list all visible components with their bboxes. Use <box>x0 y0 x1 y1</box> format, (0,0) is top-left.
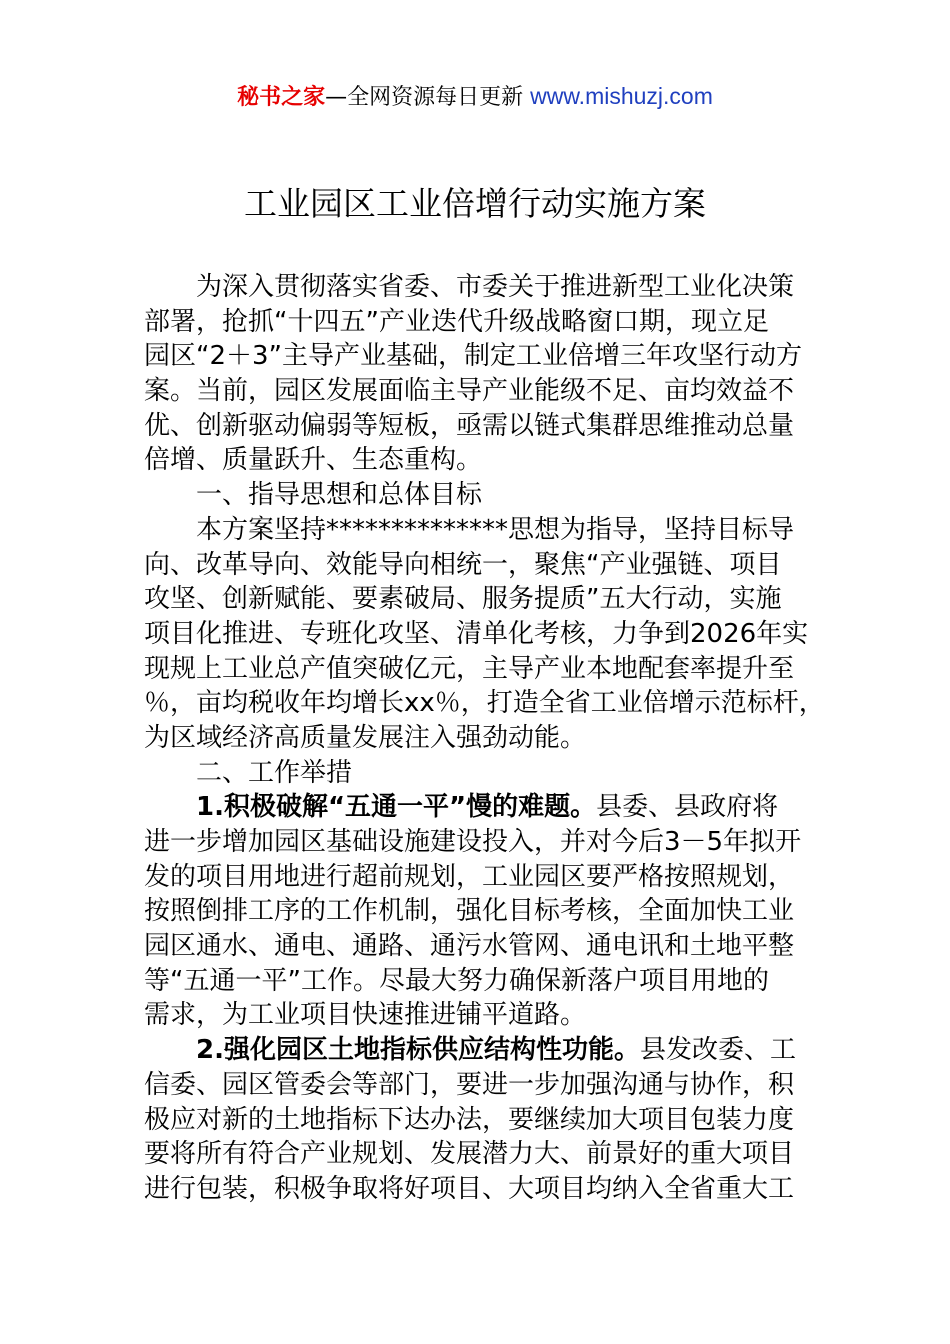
text-line: 等“五通一平”工作。尽最大努力确保新落户项目用地的 <box>144 965 769 996</box>
item-body-text: 县发改委、工 <box>639 1035 796 1066</box>
section-heading: 一、指导思想和总体目标 <box>144 480 483 511</box>
document-title: 工业园区工业倍增行动实施方案 <box>244 184 706 223</box>
text-line: 园区通水、通电、通路、通污水管网、通电讯和土地平整 <box>144 931 795 962</box>
section-heading: 二、工作举措 <box>144 757 353 788</box>
item-body-text: 县委、县政府将 <box>596 792 779 823</box>
text-line: 园区“2＋3”主导产业基础，制定工业倍增三年攻坚行动方 <box>144 341 803 372</box>
item-lead-clause: 2.强化园区土地指标供应结构性功能。 <box>144 1035 640 1066</box>
text-line: 部署，抢抓“十四五”产业迭代升级战略窗口期，现立足 <box>144 306 769 337</box>
text-line: 极应对新的土地指标下达办法，要继续加大项目包装力度 <box>144 1104 795 1135</box>
text-line: 攻坚、创新赋能、要素破局、服务提质”五大行动，实施 <box>144 584 782 615</box>
text-line: 信委、园区管委会等部门，要进一步加强沟通与协作，积 <box>144 1069 795 1100</box>
document-body <box>144 270 825 1207</box>
text-line: 为深入贯彻落实省委、市委关于推进新型工业化决策 <box>144 272 795 302</box>
site-url[interactable]: www.mishuzj.com <box>530 83 713 109</box>
brand-name: 秘书之家 <box>237 85 326 110</box>
site-header <box>0 80 950 114</box>
text-line: 优、创新驱动偏弱等短板，亟需以链式集群思维推动总量 <box>144 410 795 441</box>
text-line: 项目化推进、专班化攻坚、清单化考核，力争到2026年实 <box>144 618 809 649</box>
text-line: 进行包装，积极争取将好项目、大项目均纳入全省重大工 <box>144 1173 795 1204</box>
text-line: 按照倒排工序的工作机制，强化目标考核，全面加快工业 <box>144 896 795 927</box>
text-line: 为区域经济高质量发展注入强劲动能。 <box>144 722 587 753</box>
text-line: 倍增、质量跃升、生态重构。 <box>144 445 483 476</box>
text-line: 案。当前，园区发展面临主导产业能级不足、亩均效益不 <box>144 376 795 407</box>
item-lead-clause: 1.积极破解“五通一平”慢的难题。 <box>144 792 597 823</box>
bold-item-line <box>144 790 812 825</box>
text-line: ％，亩均税收年均增长xx％，打造全省工业倍增示范标杆， <box>144 688 825 719</box>
text-line: 现规上工业总产值突破亿元，主导产业本地配套率提升至 <box>144 653 795 684</box>
header-tagline: —全网资源每日更新 <box>325 85 531 110</box>
text-line: 向、改革导向、效能导向相统一，聚焦“产业强链、项目 <box>144 549 782 580</box>
text-line: 发的项目用地进行超前规划，工业园区要严格按照规划， <box>144 861 795 892</box>
bold-item-line <box>144 1033 812 1068</box>
text-line: 本方案坚持**************思想为指导，坚持目标导 <box>144 514 795 545</box>
text-line: 进一步增加园区基础设施建设投入，并对今后3－5年拟开 <box>144 827 802 857</box>
text-line: 要将所有符合产业规划、发展潜力大、前景好的重大项目 <box>144 1139 795 1170</box>
text-line: 需求，为工业项目快速推进铺平道路。 <box>144 1000 587 1031</box>
